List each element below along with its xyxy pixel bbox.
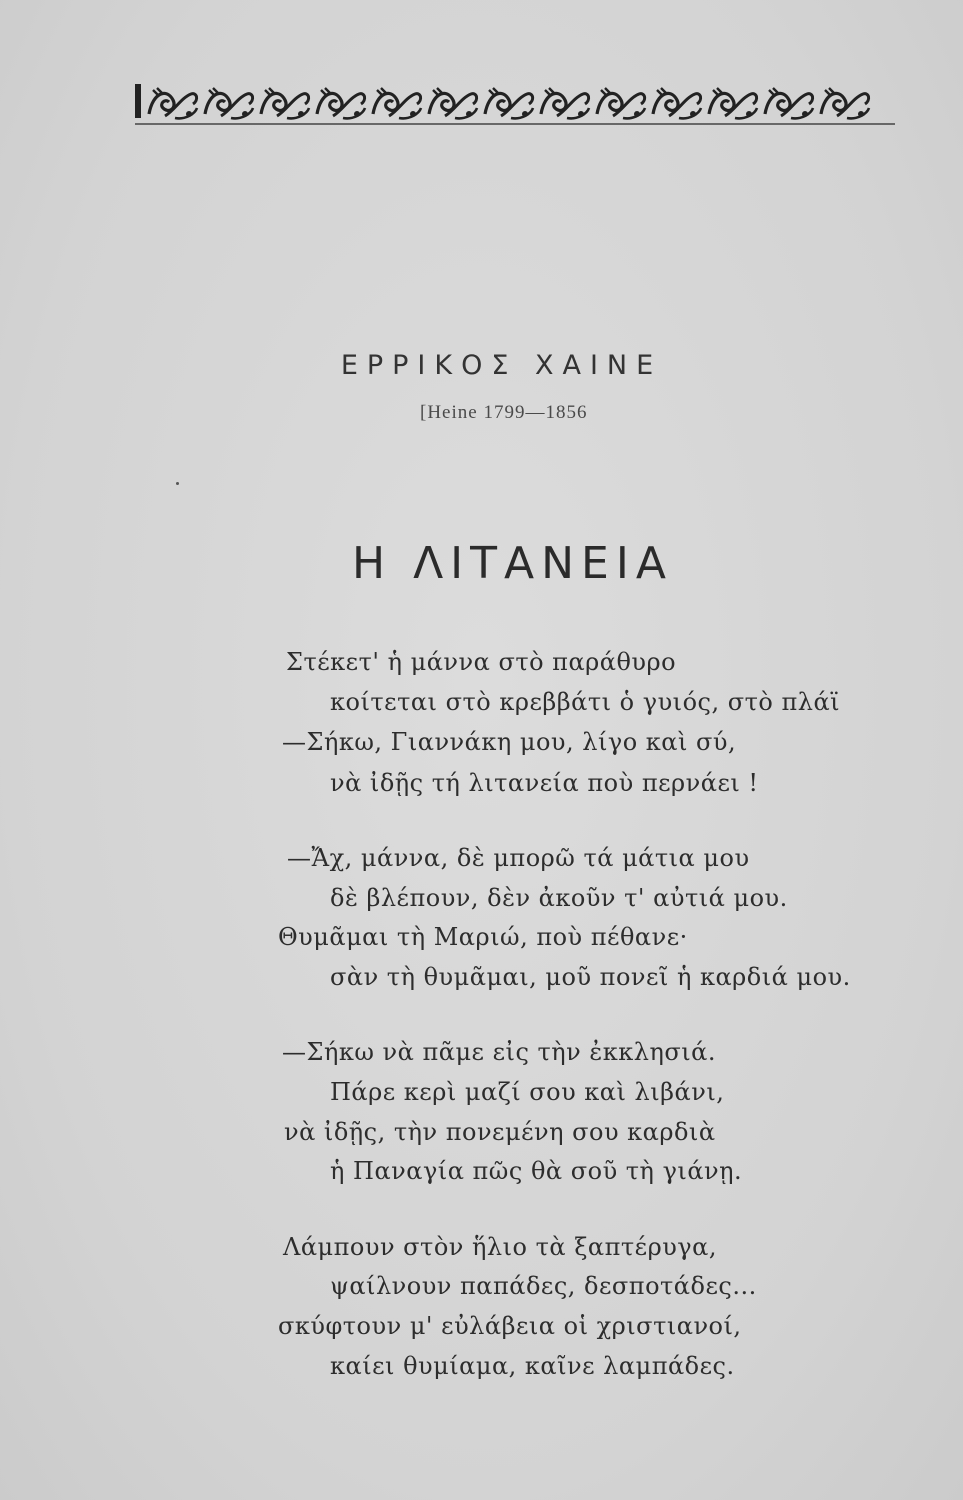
poem-line: ψαίλνουν παπάδες, δεσποτάδες... — [330, 1272, 757, 1300]
poem-line: νὰ ἰδῇς, τὴν πονεμένη σου καρδιὰ — [284, 1118, 716, 1146]
poem-line: Πάρε κερὶ μαζί σου καὶ λιβάνι, — [330, 1078, 725, 1106]
author-heading: ΕΡΡΙΚΟΣ ΧΑΙΝΕ — [340, 350, 663, 381]
ornamental-header-band — [135, 78, 895, 126]
poem-line: ἡ Παναγία πῶς θὰ σοῦ τὴ γιάνῃ. — [330, 1157, 743, 1185]
poem-line: —Σήκω νὰ πᾶμε εἰς τὴν ἐκκλησιά. — [282, 1038, 716, 1066]
poem-line: σὰν τὴ θυμᾶμαι, μοῦ πονεῖ ἡ καρδιά μου. — [330, 963, 851, 991]
poem-line: Λάμπουν στὸν ἥλιο τὰ ξαπτέρυγα, — [283, 1233, 717, 1261]
poem-title: Η ΛΙΤΑΝΕΙΑ — [352, 538, 673, 589]
poem-line: σκύφτουν μ' εὐλάβεια οἱ χριστιανοί, — [278, 1312, 742, 1340]
paper-speck — [176, 482, 179, 485]
poem-line: Στέκετ' ἡ μάννα στὸ παράθυρο — [286, 648, 677, 676]
poem-line: νὰ ἰδῇς τή λιτανεία ποὺ περνάει ! — [330, 769, 759, 797]
poem-line: δὲ βλέπουν, δὲν ἀκοῦν τ' αὐτιά μου. — [330, 884, 788, 912]
poem-line: —Ἄχ, μάννα, δὲ μπορῶ τά μάτια μου — [287, 844, 750, 872]
poem-line: Θυμᾶμαι τὴ Μαριώ, ποὺ πέθανε· — [278, 923, 688, 951]
poem-line: κοίτεται στὸ κρεββάτι ὁ γυιός, στὸ πλάϊ — [330, 688, 841, 716]
author-dates-note: [Heine 1799—1856 — [420, 402, 588, 423]
ornament-frieze-graphic — [135, 78, 895, 126]
poem-line: καίει θυμίαμα, καῖνε λαμπάδες. — [330, 1352, 735, 1380]
poem-line: —Σήκω, Γιαννάκη μου, λίγο καὶ σύ, — [282, 728, 737, 756]
